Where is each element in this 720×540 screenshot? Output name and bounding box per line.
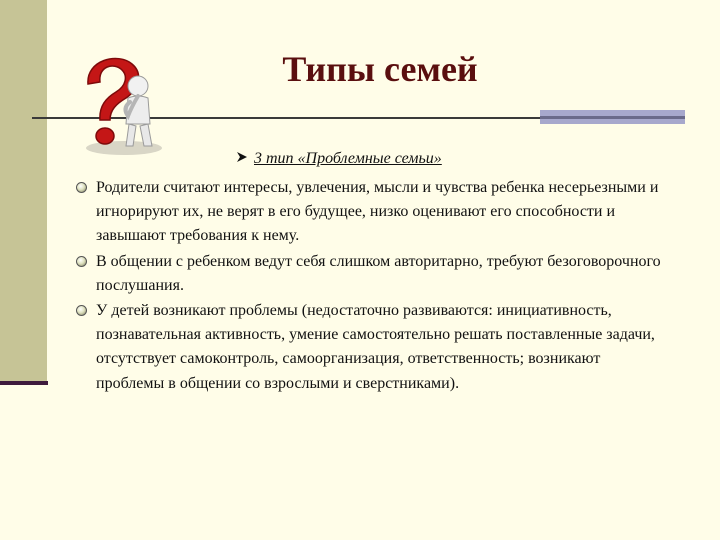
list-item — [76, 250, 666, 298]
subtitle-text: 3 тип «Проблемные семьи» — [254, 150, 442, 167]
left-decor-bar — [0, 0, 47, 384]
list-item-text: У детей возникают проблемы (недостаточно развиваются: инициативность, познавательная активность, умение самостоятельно решать поставленные задачи, отсутствует самоконтроль, самоорганизация, ответственность; возникают проблемы в общении со взрослыми и сверстниками). — [96, 302, 655, 392]
slide-subtitle — [236, 150, 442, 172]
list-item-text: В общении с ребенком ведут себя слишком авторитарно, требуют безоговорочного послушания. — [96, 252, 661, 294]
arrowhead-bullet-icon — [236, 150, 248, 168]
sphere-bullet-icon — [76, 182, 87, 193]
left-decor-line — [0, 381, 48, 385]
sphere-bullet-icon — [76, 256, 87, 267]
list-item-text: Родители считают интересы, увлечения, мысли и чувства ребенка несерьезными и игнорируют их, не верят в его будущее, низко оценивают его способности и завышают требования к нему. — [96, 179, 659, 245]
list-item — [76, 176, 666, 249]
question-mark-thinking-figure-icon — [66, 46, 176, 158]
list-item — [76, 299, 666, 396]
slide-title: Типы семей — [282, 49, 478, 89]
sphere-bullet-icon — [76, 305, 87, 316]
title-rule-accent-line — [540, 116, 685, 119]
bullet-list — [76, 176, 666, 397]
